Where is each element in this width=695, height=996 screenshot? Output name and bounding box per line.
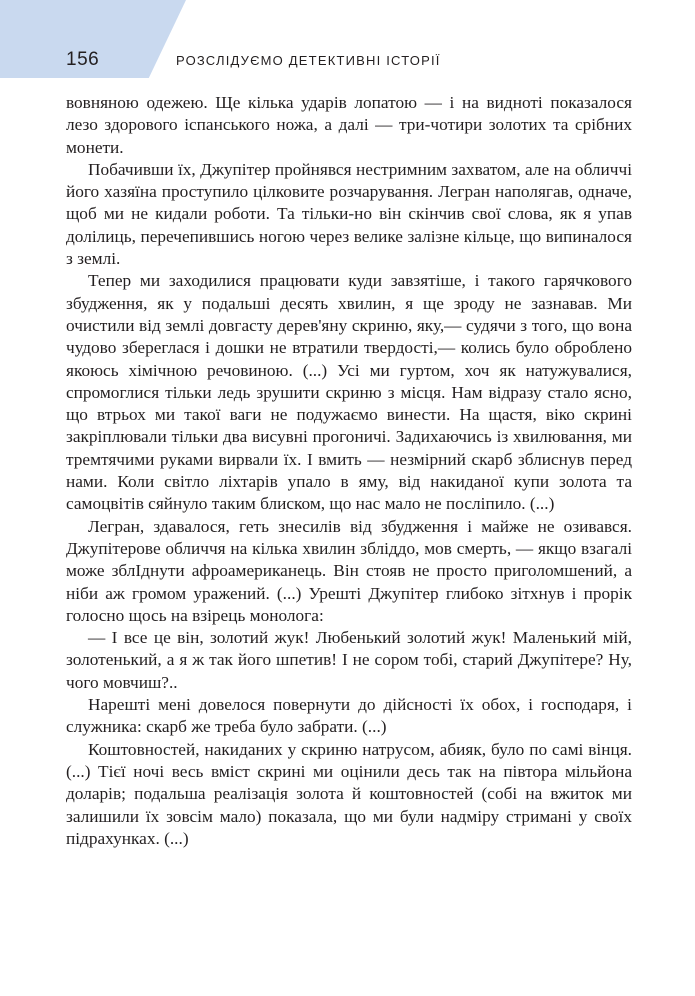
paragraph: Тепер ми заходилися працювати куди завзятіше, і такого гарячкового збудження, як у подальші десять хвилин, я ще зроду не зазнавав. Ми очистили від землі довгасту дерев'яну скриню, яку,— судячи з того, що вона чудово збереглася і дошки не втратили твердості,— колись було оброблено якоюсь хімічною речовиною. (...) Усі ми гуртом, хоч як натужувалися, спромоглися тільки ледь зрушити скриню з місця. Нам відразу стало ясно, що втрьох ми такої ваги не подужаємо винести. На щастя, віко скрині закріплювали тільки два висувні прогоничі. Задихаючись із хвилювання, ми тремтячими руками вирвали їх. І вмить — незмірний скарб зблиснув перед нами. Коли світло ліхтарів упало в яму, від накиданої купи золота та самоцвітів сяйнуло таким блиском, що нас мало не посліпило. (...)	[66, 271, 632, 514]
paragraph: Коштовностей, накиданих у скриню натрусом, абияк, було по самі вінця. (...) Тієї ночі весь вміст скрині ми оцінили десь так на півтора мільйона доларів; подальша реалізація золота й коштовностей (собі на вжиток ми залишили їх зовсім мало) показала, що ми були надміру стримані у своїх підрахунках. (...)	[66, 739, 632, 848]
paragraph: Легран, здавалося, геть знесилів від збудження і майже не озивався. Джупітерове обличчя на кілька хвилин збліддо, мов смерть, — якщо взагалі може зблІднути афроамериканець. Він стояв не просто приголомшений, а ніби аж громом уражений. (...) Урешті Джупітер глибоко зітхнув і прорік голосно щось на взірець монолога:	[66, 516, 632, 625]
paragraph: вовняною одежею. Ще кілька ударів лопатою — і на видноті показалося лезо здорового іспанського ножа, а далі — три-чотири золотих та срібних монети.	[66, 93, 632, 157]
running-title: РОЗСЛІДУЄМО ДЕТЕКТИВНІ ІСТОРІЇ	[176, 53, 441, 68]
paragraph: Нарешті мені довелося повернути до дійсності їх обох, і господаря, і служника: скарб же треба було забрати. (...)	[66, 695, 632, 737]
body-text	[66, 92, 632, 850]
paragraph: — І все це він, золотий жук! Любенький золотий жук! Маленький мій, золотенький, а я ж так його шпетив! І не сором тобі, старий Джупітере? Ну, чого мовчиш?..	[66, 628, 632, 692]
paragraph: Побачивши їх, Джупітер пройнявся нестримним захватом, але на обличчі його хазяїна проступило цілковите розчарування. Легран наполягав, одначе, щоб ми не кидали роботи. Та тільки-но він скінчив свої слова, як я упав долілиць, перечепившись ногою через велике залізне кільце, що випиналося з землі.	[66, 159, 632, 269]
page-number: 156	[66, 49, 100, 70]
